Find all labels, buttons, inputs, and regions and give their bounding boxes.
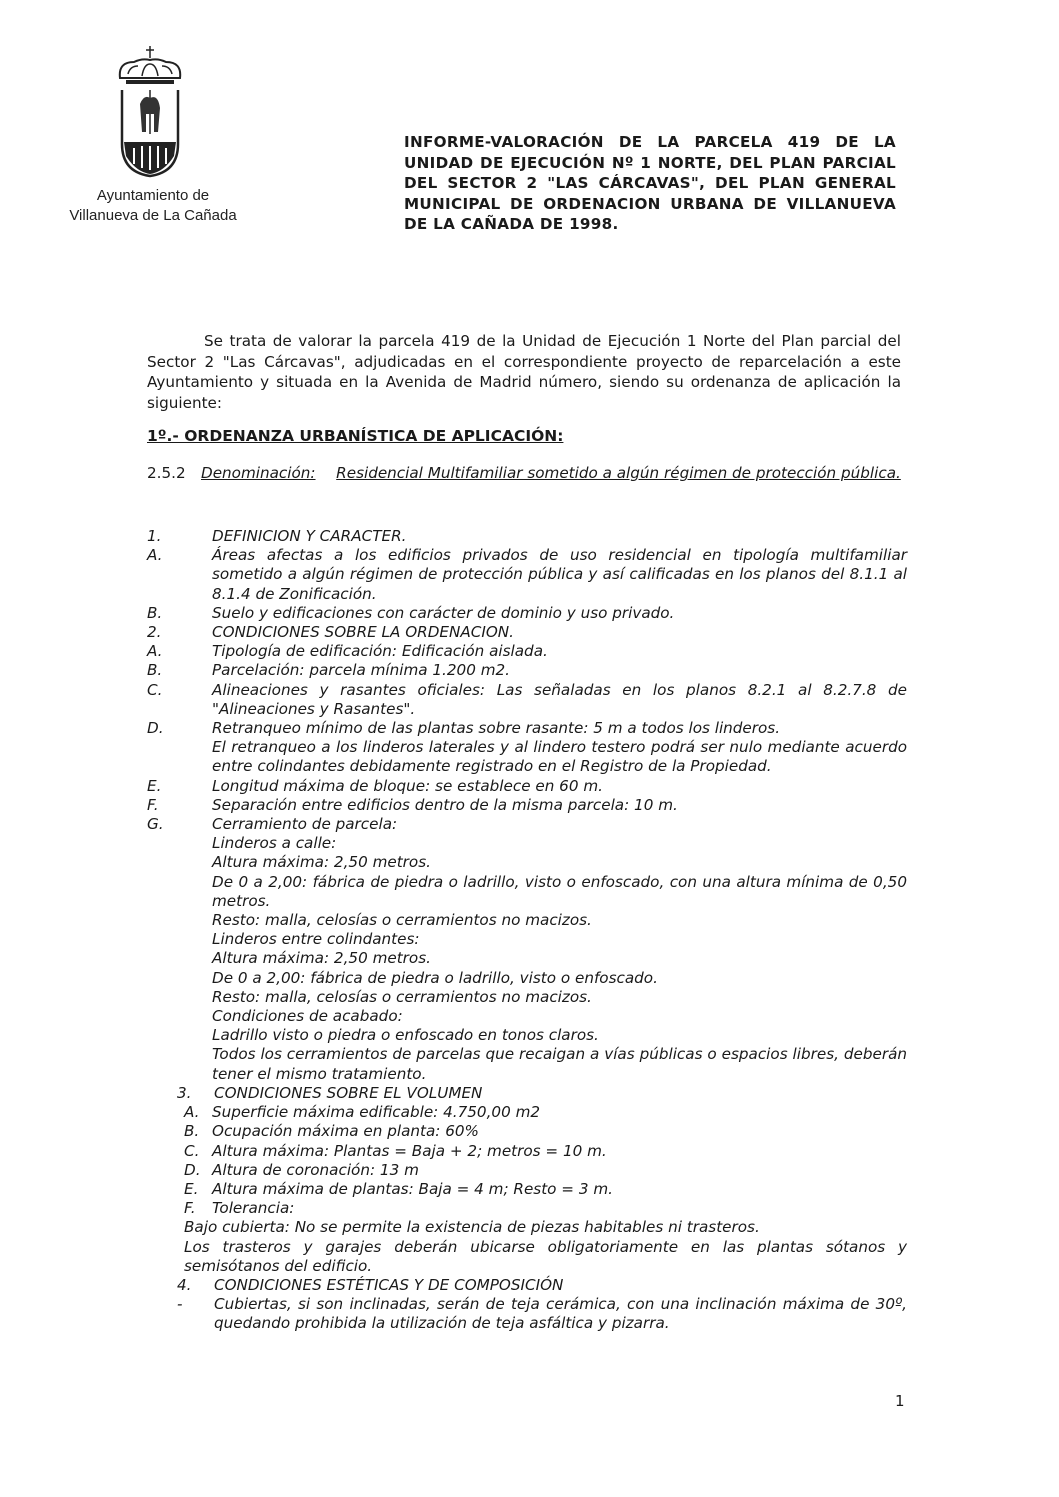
list-item — [147, 949, 907, 968]
list-marker — [147, 949, 212, 968]
list-text: Linderos a calle: — [212, 834, 337, 853]
list-text: Tolerancia: — [212, 1199, 295, 1218]
list-item — [147, 1007, 907, 1026]
list-marker — [147, 988, 212, 1007]
ordinance-list — [147, 527, 907, 1334]
list-item — [147, 681, 907, 719]
list-text: Bajo cubierta: No se permite la existencia de piezas habitables ni trasteros. — [184, 1218, 760, 1237]
list-item — [147, 1026, 907, 1045]
section-heading: 1º.- ORDENANZA URBANÍSTICA DE APLICACIÓN: — [147, 427, 564, 445]
list-item — [147, 930, 907, 949]
list-marker — [147, 969, 212, 988]
list-item — [147, 719, 907, 738]
list-text: Alineaciones y rasantes oficiales: Las señaladas en los planos 8.2.1 al 8.2.7.8 de "Alineaciones y Rasantes". — [212, 680, 907, 718]
list-text: De 0 a 2,00: fábrica de piedra o ladrillo, visto o enfoscado. — [212, 968, 658, 987]
list-item — [147, 738, 907, 776]
list-bullet: - — [177, 1295, 183, 1314]
list-item — [147, 1045, 907, 1083]
list-text: Ocupación máxima en planta: 60% — [212, 1122, 479, 1141]
list-item — [147, 661, 907, 680]
list-text: Altura máxima de plantas: Baja = 4 m; Resto = 3 m. — [212, 1179, 613, 1198]
volume-heading — [147, 1084, 907, 1103]
list-text: Áreas afectas a los edificios privados de uso residencial en tipología multifamiliar sometido a algún régimen de protección pública y así calificadas en los planos del 8.1.1 al 8.1.4 de Zonificación. — [212, 546, 907, 603]
volume-item — [147, 1142, 907, 1161]
list-item — [147, 604, 907, 623]
volume-item — [147, 1161, 907, 1180]
list-marker: E. — [147, 776, 162, 795]
municipal-crest-logo — [108, 44, 192, 184]
volume-note — [147, 1238, 907, 1276]
list-text: Superficie máxima edificable: 4.750,00 m2 — [212, 1103, 541, 1122]
list-item — [147, 546, 907, 604]
list-item — [147, 853, 907, 872]
list-marker: B. — [147, 661, 163, 680]
list-marker: 1. — [147, 527, 162, 545]
list-marker: 3. — [177, 1083, 192, 1102]
list-marker — [147, 1045, 212, 1083]
list-text: Los trasteros y garajes deberán ubicarse obligatoriamente en las plantas sótanos y semisótanos del edificio. — [184, 1237, 907, 1275]
report-title: INFORME-VALORACIÓN DE LA PARCELA 419 DE LA UNIDAD DE EJECUCIÓN Nº 1 NORTE, DEL PLAN PARCIAL DEL SECTOR 2 "LAS CÁRCAVAS", DEL PLAN GENERAL MUNICIPAL DE ORDENACION URBANA DE VILLANUEVA DE LA CAÑADA DE 1998. — [404, 133, 896, 233]
list-item — [147, 527, 907, 546]
list-marker: F. — [184, 1199, 196, 1218]
municipality-line1: Ayuntamiento de — [96, 187, 210, 204]
list-marker: C. — [147, 680, 163, 699]
list-item — [147, 911, 907, 930]
volume-note — [147, 1218, 907, 1237]
list-text: Retranqueo mínimo de las plantas sobre rasante: 5 m a todos los linderos. — [212, 719, 781, 738]
list-marker: D. — [184, 1160, 201, 1179]
list-text: Longitud máxima de bloque: se establece en 60 m. — [212, 776, 603, 795]
list-text: Condiciones de acabado: — [212, 1007, 403, 1026]
aesthetic-heading — [147, 1276, 907, 1295]
denomination-value: Residencial Multifamiliar sometido a algún régimen de protección pública. — [336, 464, 901, 482]
list-text: Ladrillo visto o piedra o enfoscado en tonos claros. — [212, 1026, 599, 1045]
denomination-label: Denominación: — [201, 464, 316, 482]
list-text: Parcelación: parcela mínima 1.200 m2. — [212, 661, 510, 680]
list-marker: F. — [147, 795, 159, 814]
denomination-number: 2.5.2 — [147, 464, 186, 482]
list-item — [147, 834, 907, 853]
list-marker — [147, 1007, 212, 1026]
list-marker — [147, 738, 212, 776]
list-item — [147, 796, 907, 815]
list-marker: A. — [184, 1103, 200, 1122]
list-text: DEFINICION Y CARACTER. — [212, 527, 407, 545]
list-marker: D. — [147, 719, 164, 738]
list-item — [147, 642, 907, 661]
list-item — [147, 777, 907, 796]
list-item — [147, 873, 907, 911]
list-item — [147, 815, 907, 834]
list-marker: C. — [184, 1141, 200, 1160]
list-text: Altura máxima: Plantas = Baja + 2; metros = 10 m. — [212, 1141, 607, 1160]
list-text: Altura máxima: 2,50 metros. — [212, 949, 431, 968]
list-marker — [147, 853, 212, 872]
list-marker: B. — [147, 603, 163, 622]
list-marker: 4. — [177, 1275, 192, 1294]
list-text: Separación entre edificios dentro de la misma parcela: 10 m. — [212, 795, 678, 814]
intro-paragraph: Se trata de valorar la parcela 419 de la Unidad de Ejecución 1 Norte del Plan parcial del Sector 2 "Las Cárcavas", adjudicadas en el correspondiente proyecto de reparcelación a este Ayuntamiento y situada en la Avenida de Madrid número, siendo su ordenanza de aplicación la siguiente: — [147, 332, 901, 412]
list-text: Suelo y edificaciones con carácter de dominio y uso privado. — [212, 603, 675, 622]
page-number: 1 — [895, 1392, 905, 1410]
aesthetic-item — [147, 1295, 907, 1333]
list-marker: E. — [184, 1179, 199, 1198]
list-text: Linderos entre colindantes: — [212, 930, 420, 949]
list-text: Cubiertas, si son inclinadas, serán de teja cerámica, con una inclinación máxima de 30º, quedando prohibida la utilización de teja asfáltica y pizarra. — [214, 1295, 907, 1333]
list-item — [147, 988, 907, 1007]
volume-item — [147, 1122, 907, 1141]
list-item — [147, 969, 907, 988]
list-text: Altura de coronación: 13 m — [212, 1160, 419, 1179]
list-text: Resto: malla, celosías o cerramientos no macizos. — [212, 987, 592, 1006]
volume-item — [147, 1180, 907, 1199]
volume-item — [147, 1103, 907, 1122]
municipality-line2: Villanueva de La Cañada — [69, 207, 237, 224]
list-text: Todos los cerramientos de parcelas que recaigan a vías públicas o espacios libres, deberán tener el mismo tratamiento. — [212, 1045, 907, 1083]
list-marker: B. — [184, 1122, 200, 1141]
list-text: Resto: malla, celosías o cerramientos no macizos. — [212, 911, 592, 930]
list-text: CONDICIONES SOBRE EL VOLUMEN — [214, 1083, 483, 1102]
list-marker: A. — [147, 642, 163, 661]
list-text: El retranqueo a los linderos laterales y al lindero testero podrá ser nulo mediante acuerdo entre colindantes debidamente registrado en el Registro de la Propiedad. — [212, 738, 907, 776]
list-text: Altura máxima: 2,50 metros. — [212, 853, 431, 872]
volume-item — [147, 1199, 907, 1218]
list-text: De 0 a 2,00: fábrica de piedra o ladrillo, visto o enfoscado, con una altura mínima de 0,50 metros. — [212, 872, 907, 910]
list-text: CONDICIONES ESTÉTICAS Y DE COMPOSICIÓN — [214, 1275, 564, 1294]
list-marker: G. — [147, 815, 164, 834]
list-text: CONDICIONES SOBRE LA ORDENACION. — [212, 623, 514, 642]
list-item — [147, 623, 907, 642]
list-text: Tipología de edificación: Edificación aislada. — [212, 642, 548, 661]
list-marker — [147, 834, 212, 853]
list-text: Cerramiento de parcela: — [212, 815, 398, 834]
list-marker — [147, 873, 212, 911]
list-marker — [147, 1026, 212, 1045]
municipality-name — [60, 186, 246, 226]
list-marker — [147, 930, 212, 949]
list-marker — [147, 911, 212, 930]
list-marker: A. — [147, 546, 163, 565]
list-marker: 2. — [147, 623, 162, 642]
